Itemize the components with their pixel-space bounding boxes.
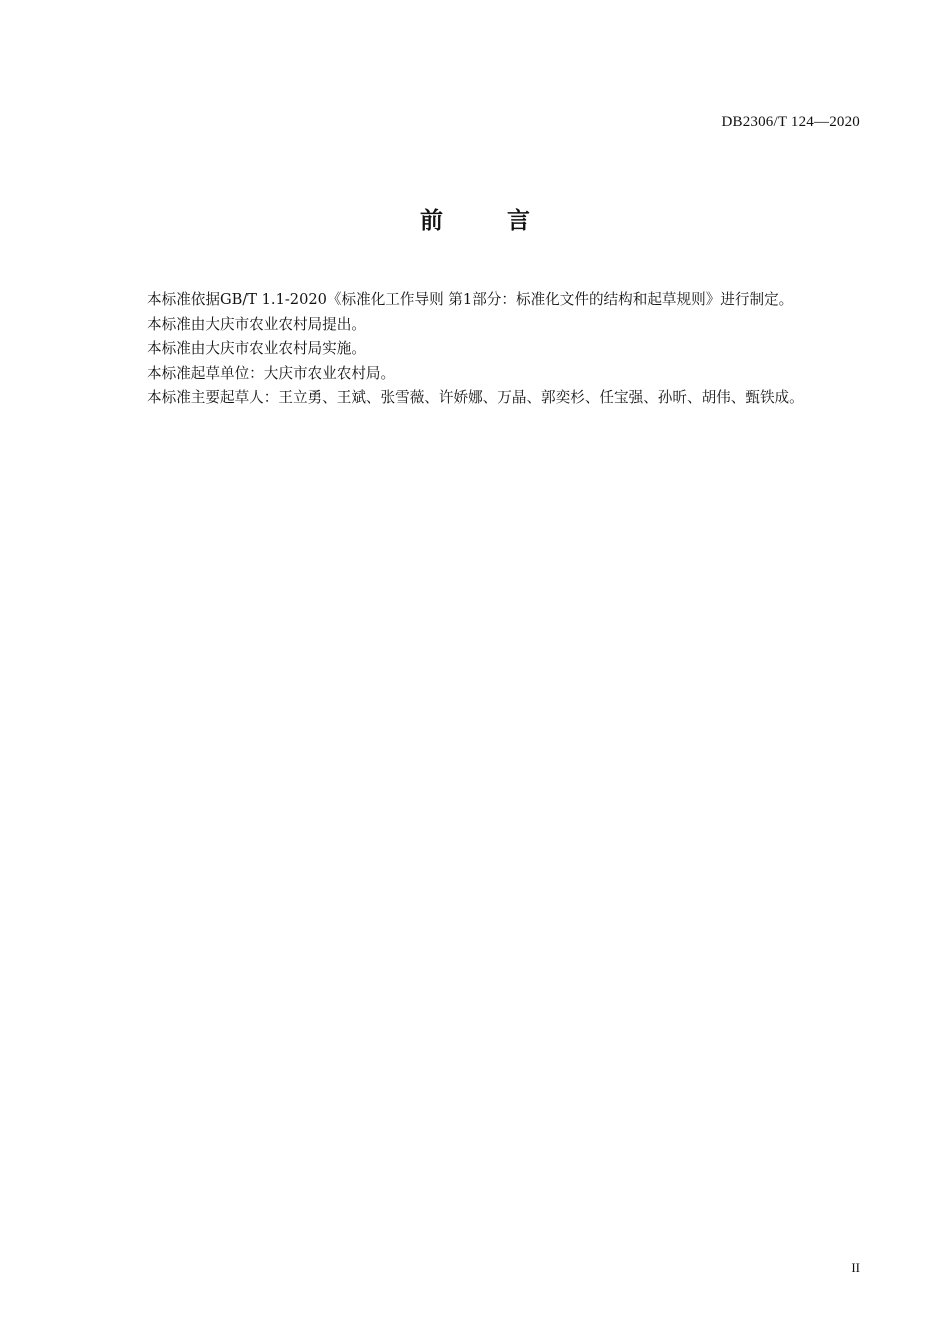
foreword-body [114,288,860,411]
page-title: 前言 [420,208,594,234]
paragraph-basis: 本标准依据GB/T 1.1-2020《标准化工作导则 第1部分：标准化文件的结构和起草规则》进行制定。 [147,291,794,308]
paragraph-drafters: 本标准主要起草人：王立勇、王斌、张雪薇、许娇娜、万晶、郭奕杉、任宝强、孙昕、胡伟、甄铁成。 [147,389,804,406]
document-number: DB2306/T 124—2020 [721,114,860,130]
paragraph-implemented-by: 本标准由大庆市农业农村局实施。 [147,340,366,357]
paragraph-drafting-unit: 本标准起草单位：大庆市农业农村局。 [147,364,396,382]
paragraph-proposed-by: 本标准由大庆市农业农村局提出。 [147,315,366,333]
page-number: II [851,1260,860,1275]
